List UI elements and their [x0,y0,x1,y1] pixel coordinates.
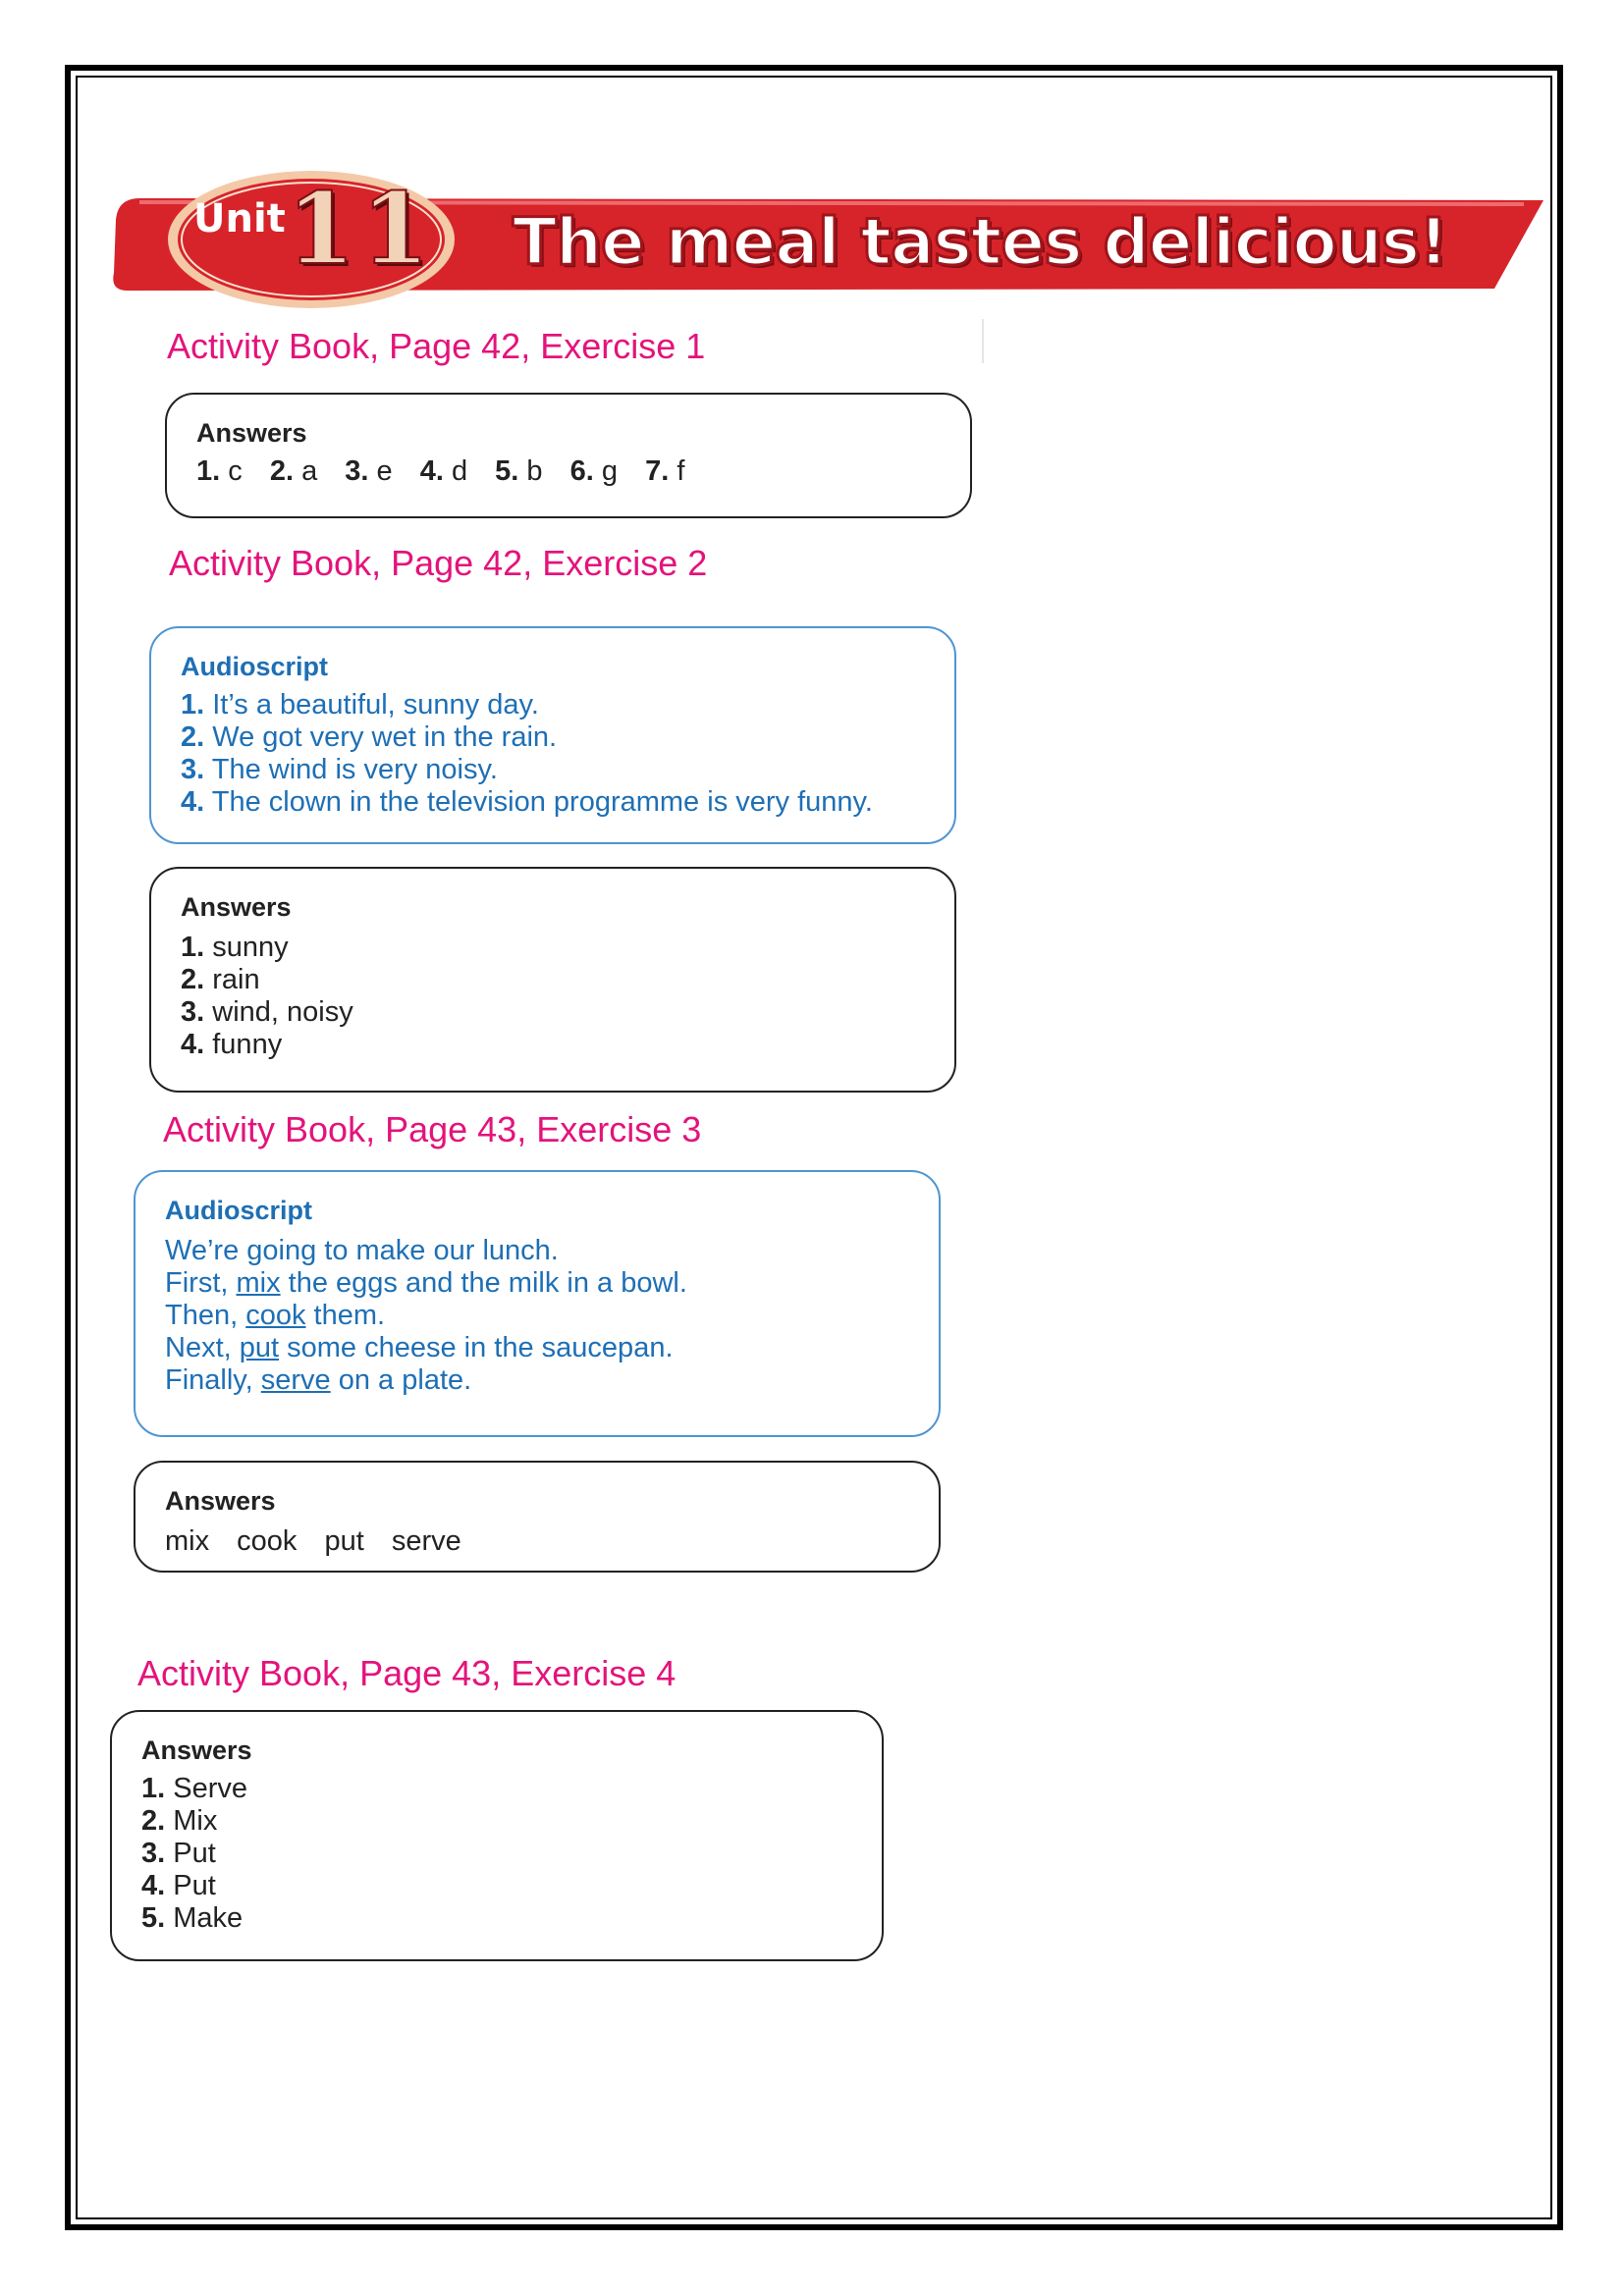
audioscript-line: Next, put some cheese in the saucepan. [165,1332,674,1363]
exercise-4-heading: Activity Book, Page 43, Exercise 4 [137,1653,677,1693]
answer-line: 4. Put [141,1870,216,1901]
answers-title: Answers [165,1486,276,1516]
answer-value: b [526,455,543,487]
answer-number: 2. [269,455,294,487]
answer-number: 1. [196,455,221,487]
answer-line: 1. sunny [181,932,289,963]
answer-value: c [228,455,243,487]
answer-value: g [601,455,619,487]
exercise-3-answers-box [134,1461,941,1573]
answers-title: Answers [181,892,292,922]
answer-number: 6. [569,455,594,487]
answer-word: cook [237,1525,298,1557]
audioscript-line: Finally, serve on a plate. [165,1364,472,1396]
answer-word: serve [391,1525,461,1557]
audioscript-line: First, mix the eggs and the milk in a bowl. [165,1267,687,1299]
audioscript-line: We’re going to make our lunch. [165,1235,559,1266]
answer-number: 4. [419,455,444,487]
answer-value: f [677,455,685,487]
audioscript-line: 4. The clown in the television programme is very funny. [181,786,873,818]
answer-line: 3. Put [141,1838,216,1869]
underlined-word: cook [245,1300,306,1331]
unit-banner [110,171,1543,293]
underlined-word: mix [236,1267,281,1299]
answer-value: d [451,455,468,487]
answers-title: Answers [141,1735,252,1765]
answer-line: 3. wind, noisy [181,996,353,1028]
underlined-word: put [239,1332,280,1363]
answer-line: 2. Mix [141,1805,218,1837]
exercise-1-answer-row [196,455,941,488]
audioscript-line: 1. It’s a beautiful, sunny day. [181,689,539,721]
audioscript-line: Then, cook them. [165,1300,386,1331]
answer-line: 5. Make [141,1902,244,1934]
answer-value: a [301,455,318,487]
exercise-1-answers-box [165,393,972,518]
divider [982,319,984,363]
answer-line: 1. Serve [141,1773,248,1804]
unit-label: Unit [193,196,286,241]
audioscript-title: Audioscript [165,1196,313,1225]
audioscript-line: 3. The wind is very noisy. [181,754,498,785]
answer-number: 5. [495,455,519,487]
answer-line: 2. rain [181,964,260,995]
answer-line: 4. funny [181,1029,283,1060]
answers-title: Answers [196,418,307,448]
answer-word: mix [165,1525,210,1557]
exercise-2-audioscript-box [149,626,956,844]
exercise-4-answers-box [110,1710,884,1961]
exercise-2-heading: Activity Book, Page 42, Exercise 2 [169,543,708,583]
answer-value: e [376,455,393,487]
unit-badge [164,167,459,312]
underlined-word: serve [260,1364,331,1396]
unit-title: The meal tastes delicious! [513,204,1448,280]
exercise-2-answers-box [149,867,956,1093]
audioscript-title: Audioscript [181,652,329,681]
exercise-3-audioscript-box [134,1170,941,1437]
unit-number: 11 [287,171,436,287]
audioscript-line: 2. We got very wet in the rain. [181,721,558,753]
exercise-1-heading: Activity Book, Page 42, Exercise 1 [167,326,706,366]
answer-number: 7. [645,455,670,487]
exercise-3-heading: Activity Book, Page 43, Exercise 3 [163,1109,702,1149]
exercise-3-answer-row [165,1525,909,1558]
answer-word: put [324,1525,364,1557]
answer-number: 3. [345,455,369,487]
